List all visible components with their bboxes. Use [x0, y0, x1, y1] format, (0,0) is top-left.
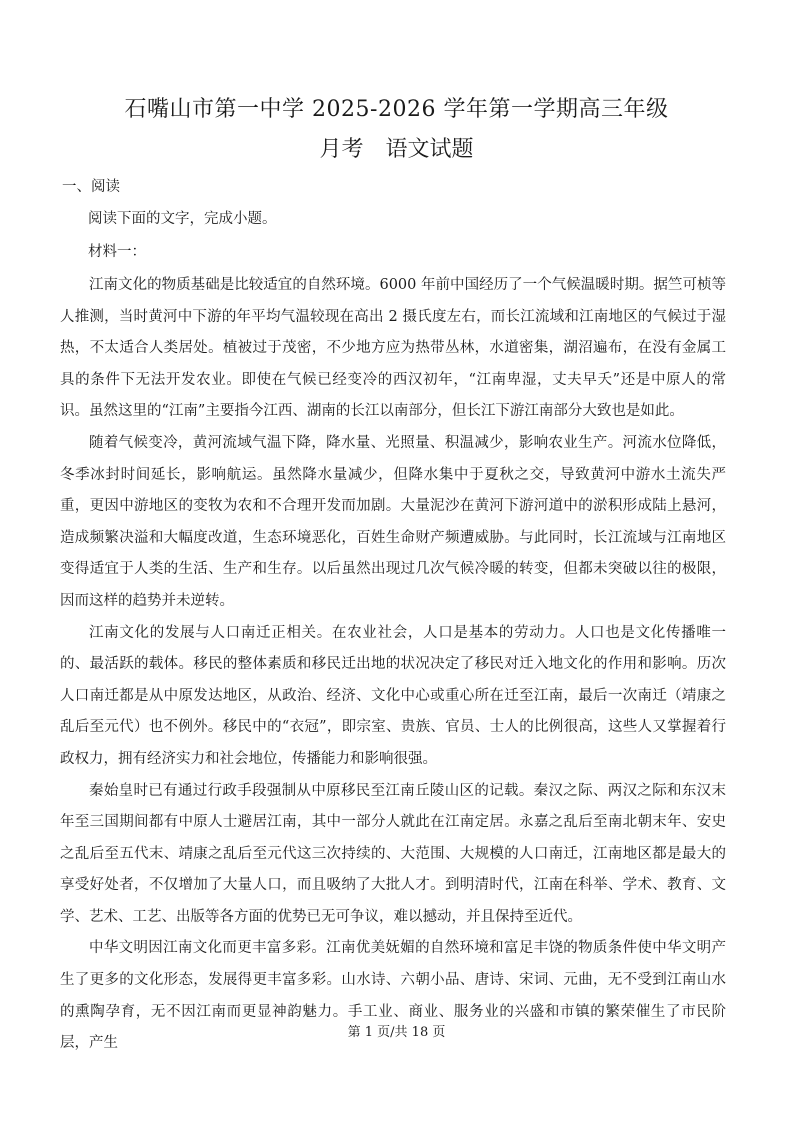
exam-title-line1: 石嘴山市第一中学 2025-2026 学年第一学期高三年级 — [124, 97, 669, 122]
passage-paragraph: 随着气候变冷，黄河流域气温下降，降水量、光照量、积温减少，影响农业生产。河流水位降低，冬季冰封时间延长，影响航运。虽然降水量减少，但降水集中于夏秋之交，导致黄河中游水土流失严重，更因中游地区的变牧为农和不合理开发而加剧。大量泥沙在黄河下游河道中的淤积形成陆上悬河，造成频繁决溢和大幅度改道，生态环境恶化，百姓生命财产频遭威胁。与此同时，长江流域与江南地区变得适宜于人类的生活、生产和生存。以后虽然出现过几次气候冷暖的转变，但都未突破以往的极限，因而这样的趋势并未逆转。 — [60, 434, 726, 609]
passage-paragraph: 中华文明因江南文化而更丰富多彩。江南优美妩媚的自然环境和富足丰饶的物质条件使中华文明产生了更多的文化形态，发展得更丰富多彩。山水诗、六朝小品、唐诗、宋词、元曲，无不受到江南山水的熏陶孕育，无不因江南而更显神韵魅力。手工业、商业、服务业的兴盛和市镇的繁荣催生了市民阶层，产生 — [60, 940, 726, 1052]
exam-type-label: 月考 — [319, 137, 364, 162]
section-heading: 一、阅读 — [62, 179, 120, 195]
reading-passage — [60, 270, 726, 1060]
passage-paragraph: 江南文化的发展与人口南迁正相关。在农业社会，人口是基本的劳动力。人口也是文化传播唯一的、最活跃的载体。移民的整体素质和移民迁出地的状况决定了移民对迁入地文化的作用和影响。历次人口南迁都是从中原发达地区，从政治、经济、文化中心或重心所在迁至江南，最后一次南迁（靖康之乱后至元代）也不例外。移民中的“衣冠”，即宗室、贵族、官员、士人的比例很高，这些人又掌握着行政权力，拥有经济实力和社会地位，传播能力和影响很强。 — [60, 624, 726, 767]
passage-paragraph: 江南文化的物质基础是比较适宜的自然环境。6000 年前中国经历了一个气候温暖时期。据竺可桢等人推测，当时黄河中下游的年平均气温较现在高出 2 摄氏度左右，而长江流域和江南地区的气候过于湿热，不太适合人类居处。植被过于茂密，不少地方应为热带丛林，水道密集，湖沼遍布，在没有金属工具的条件下无法开发农业。即使在气候已经变冷的西汉初年，“江南卑湿，丈夫早夭”还是中原人的常识。虽然这里的“江南”主要指今江西、湖南的长江以南部分，但长江下游江南部分大致也是如此。 — [60, 277, 726, 420]
exam-subject-label: 语文试题 — [385, 137, 474, 162]
page-number: 第 1 页/共 18 页 — [347, 1025, 446, 1040]
passage-paragraph: 秦始皇时已有通过行政手段强制从中原移民至江南丘陵山区的记载。秦汉之际、两汉之际和东汉末年至三国期间都有中原人士避居江南，其中一部分人就此在江南定居。永嘉之乱后至南北朝末年、安史之乱后至五代末、靖康之乱后至元代这三次持续的、大范围、大规模的人口南迁，江南地区都是最大的享受好处者，不仅增加了大量人口，而且吸纳了大批人才。到明清时代，江南在科举、学术、教育、文学、艺术、工艺、出版等各方面的优势已无可争议，难以撼动，并且保持至近代。 — [60, 782, 726, 925]
exam-title-line2 — [0, 130, 793, 170]
reading-instruction: 阅读下面的文字，完成小题。 — [88, 211, 277, 227]
material-label: 材料一： — [88, 244, 146, 260]
